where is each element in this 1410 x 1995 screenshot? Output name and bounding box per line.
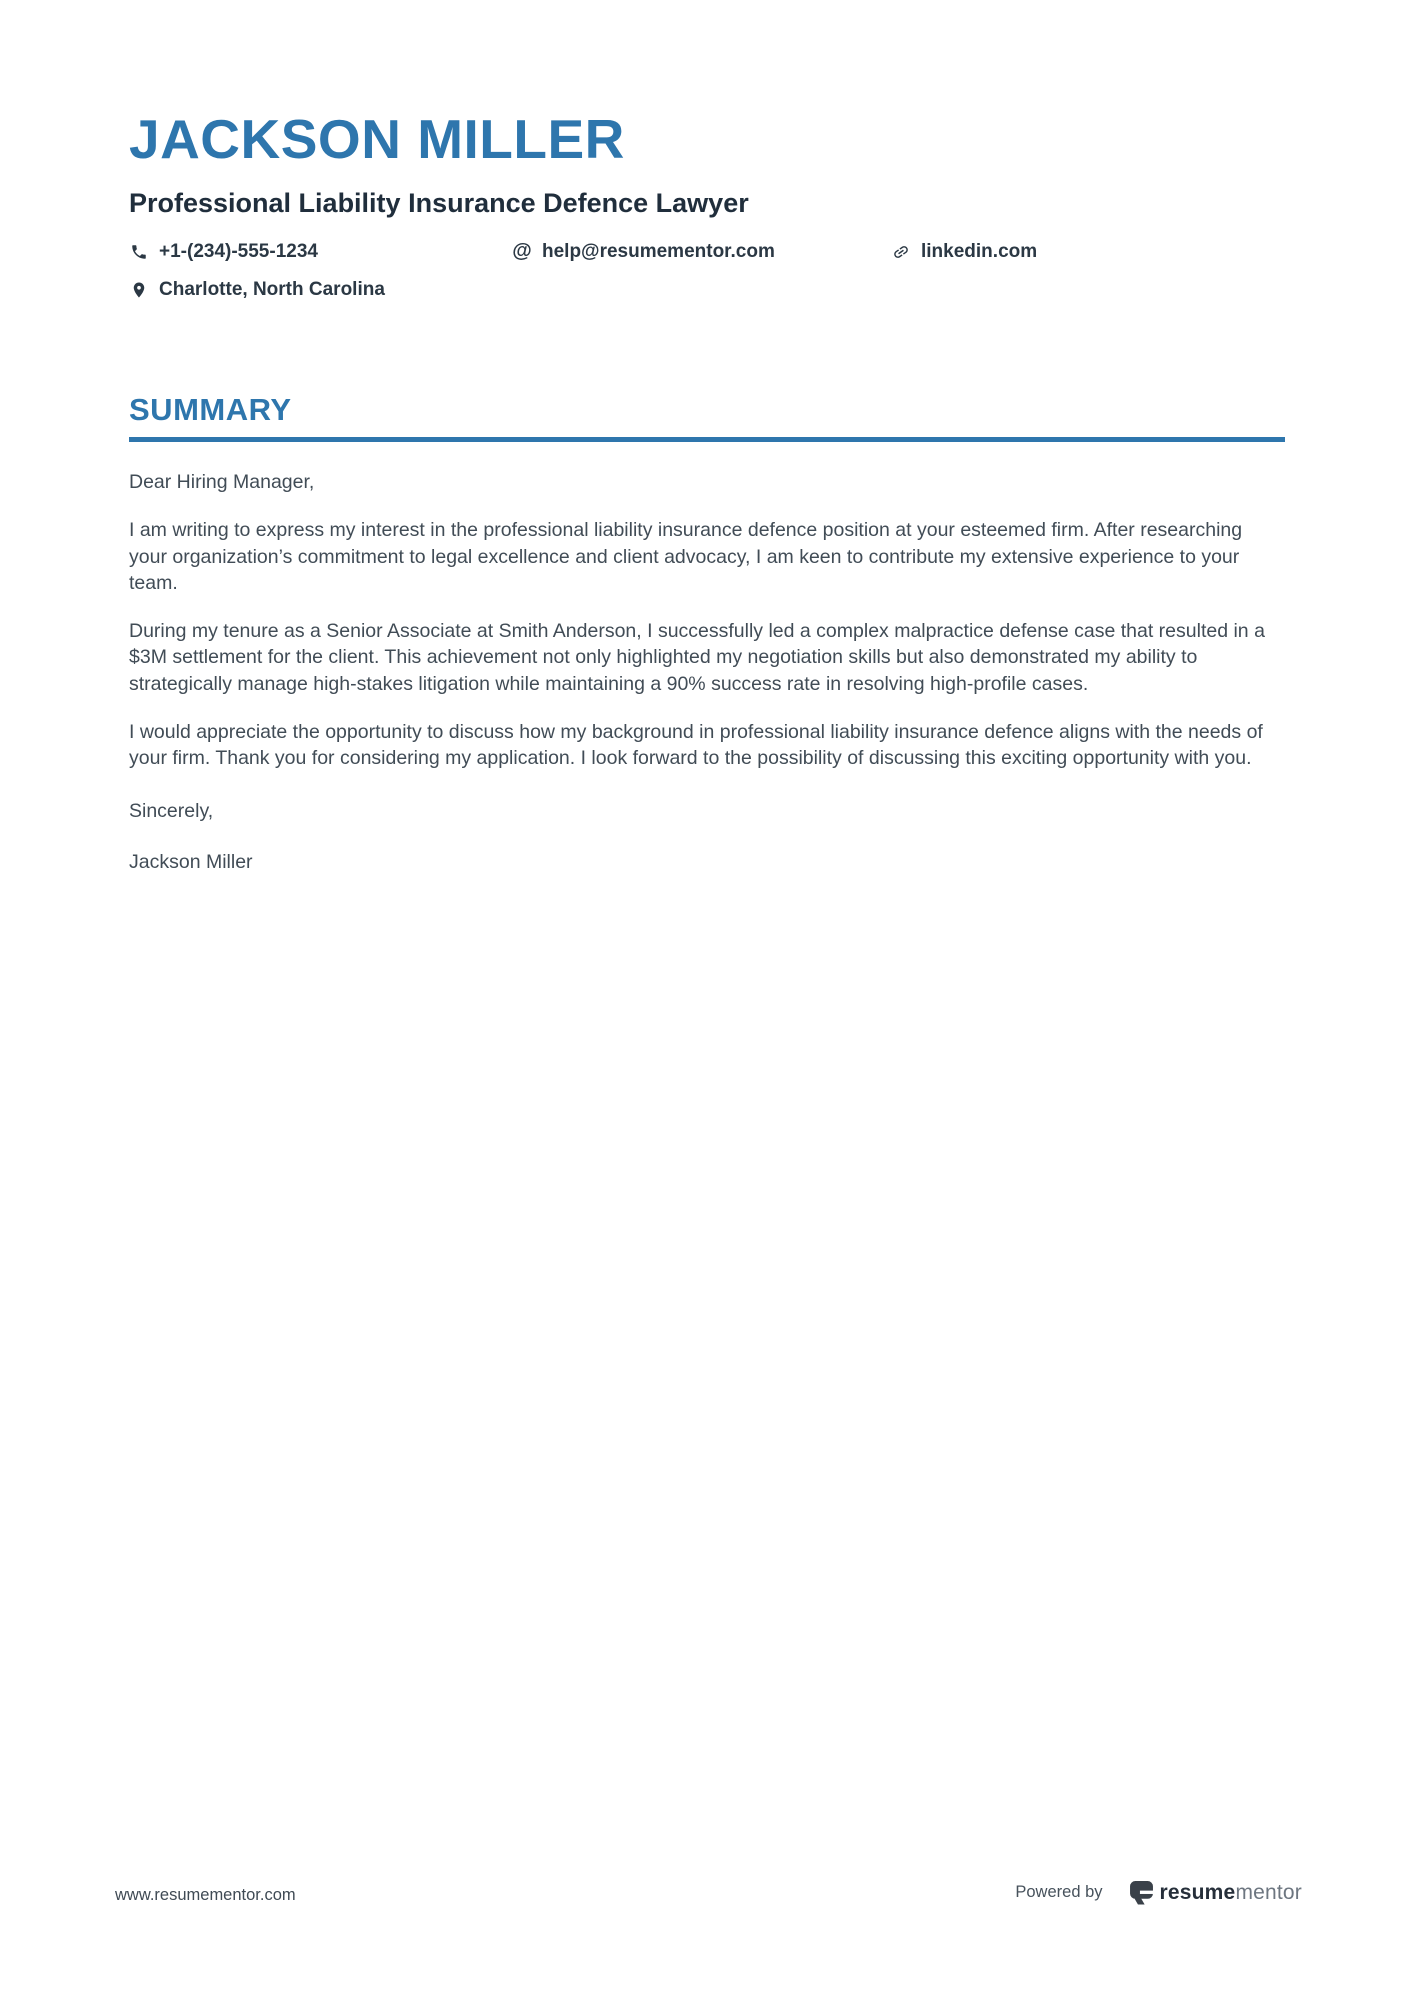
logo-word-bold: resume <box>1159 1880 1236 1904</box>
location-pin-icon <box>129 280 149 300</box>
at-icon: @ <box>512 240 532 263</box>
email-contact[interactable] <box>512 241 775 263</box>
phone-icon <box>129 242 149 262</box>
footer-brand <box>1015 1880 1302 1905</box>
header <box>129 108 1290 309</box>
signature: Jackson Miller <box>129 850 253 873</box>
location-text: Charlotte, North Carolina <box>159 278 385 300</box>
footer-website-link[interactable]: www.resumementor.com <box>115 1886 296 1904</box>
logo-wordmark <box>1160 1881 1302 1905</box>
resumementor-logo-icon <box>1129 1880 1154 1905</box>
powered-by-label: Powered by <box>1015 1883 1103 1901</box>
job-title: Professional Liability Insurance Defence Lawyer <box>129 188 749 218</box>
linkedin-url[interactable]: linkedin.com <box>921 240 1038 262</box>
email-address[interactable]: help@resumementor.com <box>542 240 775 262</box>
salutation: Dear Hiring Manager, <box>129 471 315 493</box>
resumementor-logo[interactable] <box>1129 1880 1302 1905</box>
letter-body <box>129 469 1285 875</box>
summary-heading: SUMMARY <box>129 392 1285 442</box>
contact-info <box>129 241 1290 309</box>
location-contact <box>129 279 385 301</box>
linkedin-contact[interactable] <box>891 241 1037 263</box>
paragraph-2: During my tenure as a Senior Associate at Smith Anderson, I successfully led a complex malpractice defense case that resulted in a $3M settlement for the client. This achievement not only highlighted my negotiation skills but also demonstrated my ability to strategically manage high-stakes litigation while maintaining a 90% success rate in resolving high-profile cases. <box>129 620 1265 695</box>
paragraph-1: I am writing to express my interest in the professional liability insurance defence position at your esteemed firm. After researching your organization’s commitment to legal excellence and client advocacy, I am keen to contribute my extensive experience to your team. <box>129 519 1243 594</box>
logo-word-light: mentor <box>1235 1880 1302 1904</box>
paragraph-3: I would appreciate the opportunity to discuss how my background in professional liability insurance defence aligns with the needs of your firm. Thank you for considering my application. I look forward to the possibility of discussing this exciting opportunity with you. <box>129 721 1263 770</box>
phone-contact <box>129 241 318 263</box>
summary-section <box>129 392 1285 875</box>
phone-number: +1-(234)-555-1234 <box>159 240 318 262</box>
person-name: JACKSON MILLER <box>129 108 625 170</box>
link-icon <box>891 242 911 262</box>
closing: Sincerely, <box>129 799 214 822</box>
